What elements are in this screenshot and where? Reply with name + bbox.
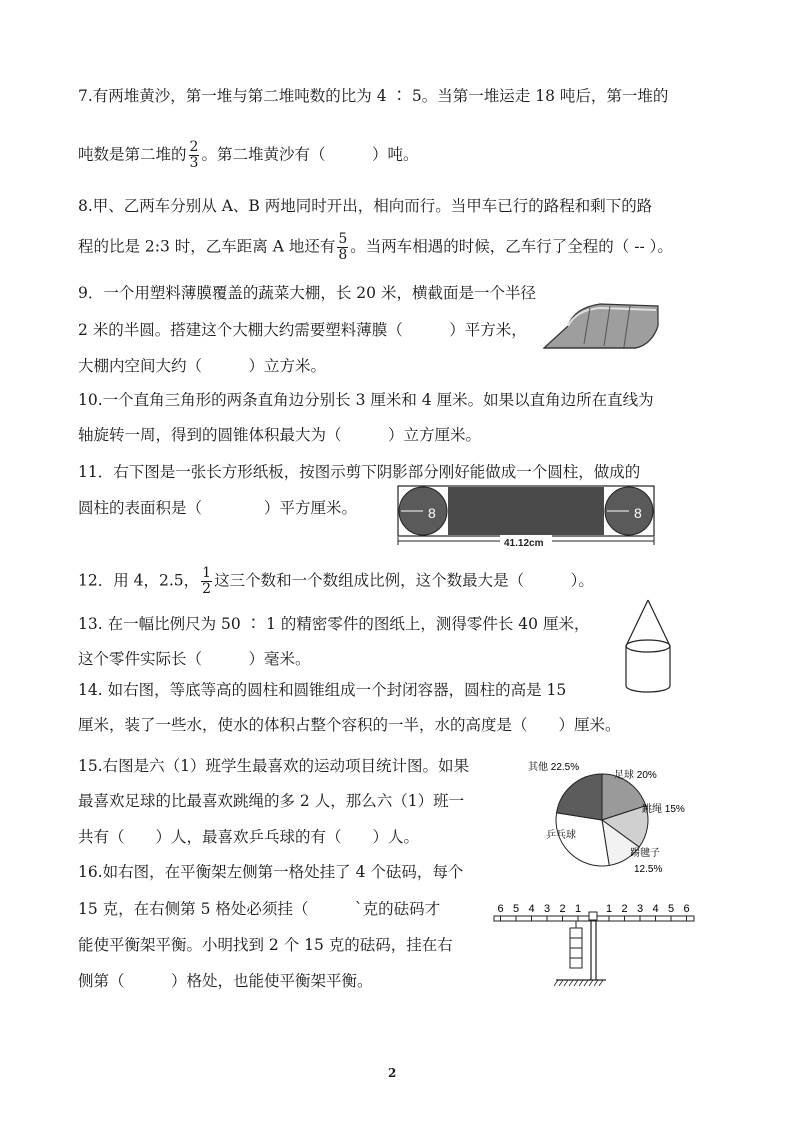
q12-frac-den: 2	[202, 581, 212, 597]
q7-text-b2: 。第二堆黄沙有（ ）吨。	[201, 145, 419, 164]
q7-fraction	[189, 140, 200, 171]
q8-line2	[78, 232, 673, 263]
q12-fraction	[201, 566, 212, 597]
scale-left-num: 2	[559, 903, 566, 915]
q16-line4: 侧第（ ）格处，也能使平衡架平衡。	[78, 972, 373, 990]
ground-hatch	[584, 980, 588, 986]
ground-hatch	[579, 980, 583, 986]
weight-1	[570, 928, 582, 938]
q10-line2: 轴旋转一周，得到的圆锥体积最大为（ ）立方厘米。	[78, 426, 482, 444]
q8-frac-num: 5	[338, 231, 348, 247]
scale-left-num: 6	[497, 903, 504, 915]
width-label: 41.12cm	[504, 538, 544, 549]
ground-hatch	[559, 980, 563, 986]
q16-line1: 16.如右图，在平衡架左侧第一格处挂了 4 个砝码，每个	[78, 863, 464, 881]
scale-right-num: 6	[683, 903, 690, 915]
scale-left-num: 5	[513, 903, 520, 915]
ground-hatch	[599, 980, 603, 986]
scale-right-num: 1	[606, 903, 613, 915]
q9-line3: 大棚内空间大约（ ）立方米。	[78, 357, 327, 375]
scale-left-num: 3	[544, 903, 551, 915]
scale-left-num: 1	[575, 903, 582, 915]
weight-3	[570, 948, 582, 958]
weight-2	[570, 938, 582, 948]
q9-line2: 2 米的半圆。搭建这个大棚大约需要塑料薄膜（ ）平方米，	[78, 321, 527, 339]
q8-fraction	[337, 232, 348, 263]
scale-right-num: 4	[652, 903, 659, 915]
paperboard-figure	[396, 484, 658, 550]
ground-hatch	[554, 980, 558, 986]
q9-line1: 9．一个用塑料薄膜覆盖的蔬菜大棚，长 20 米，横截面是一个半径	[78, 284, 536, 302]
pie-label-shuttlecock-pct: 12.5%	[634, 864, 663, 875]
ground-hatch	[574, 980, 578, 986]
left-circle-label: 8	[428, 505, 436, 521]
q12-text-a: 12．用 4，2.5，	[78, 571, 200, 590]
q15-line2: 最喜欢足球的比最喜欢跳绳的多 2 人，那么六（1）班一	[78, 792, 465, 810]
q11-line1: 11．右下图是一张长方形纸板，按图示剪下阴影部分刚好能做成一个圆柱，做成的	[78, 463, 641, 481]
q16-line3: 能使平衡架平衡。小明找到 2 个 15 克的砝码，挂在右	[78, 936, 453, 954]
q11-line2: 圆柱的表面积是（ ）平方厘米。	[78, 499, 358, 517]
q8-text-b: 。当两车相遇的时候，乙车行了全程的（ -- ）。	[350, 237, 673, 256]
q7-line2	[78, 140, 418, 171]
q14-line1: 14. 如右图，等底等高的圆柱和圆锥组成一个封闭容器，圆柱的高是 15	[78, 681, 567, 699]
greenhouse-figure	[540, 296, 660, 354]
q7-frac-den: 3	[189, 155, 199, 171]
scale-right-num: 2	[621, 903, 628, 915]
q8-frac-den: 8	[338, 247, 348, 263]
q8-line1: 8.甲、乙两车分别从 A、B 两地同时开出，相向而行。当甲车已行的路程和剩下的路	[78, 197, 653, 215]
weight-4	[570, 958, 582, 968]
q14-line2: 厘米，装了一些水，使水的体积占整个容积的一半，水的高度是（ ）厘米。	[78, 716, 621, 734]
q12-text-b: 这三个数和一个数组成比例，这个数最大是（ ）。	[214, 571, 594, 590]
q13-line2: 这个零件实际长（ ）毫米。	[78, 650, 311, 668]
right-circle-label: 8	[634, 505, 642, 521]
q16-line2: 15 克，在右侧第 5 格处必须挂（ `克的砝码才	[78, 900, 441, 918]
pie-label-football: 足球 20%	[614, 770, 657, 781]
pie-slice-4	[557, 774, 602, 820]
pie-label-pingpong: 乒乓球	[546, 830, 576, 841]
q7-text-a: 吨数是第二堆的	[78, 145, 187, 164]
pie-label-shuttlecock: 踢毽子	[630, 848, 660, 859]
q15-line1: 15.右图是六（1）班学生最喜欢的运动项目统计图。如果	[78, 757, 470, 775]
q12-line	[78, 566, 594, 597]
ground-hatch	[594, 980, 598, 986]
ground-hatch	[569, 980, 573, 986]
pie-label-other: 其他 22.5%	[528, 762, 580, 773]
q13-line1: 13. 在一幅比例尺为 50 ∶ 1 的精密零件的图纸上，测得零件长 40 厘米，	[78, 615, 590, 633]
ground-hatch	[589, 980, 593, 986]
sports-pie-chart	[520, 752, 700, 880]
page-number: 2	[388, 1066, 397, 1080]
pie-label-rope: 跳绳 15%	[642, 804, 685, 815]
q7-line1: 7.有两堆黄沙，第一堆与第二堆吨数的比为 4 ∶ 5。当第一堆运走 18 吨后，第一堆的	[78, 87, 669, 105]
ground-hatch	[564, 980, 568, 986]
q7-frac-num: 2	[189, 139, 199, 155]
cone-cylinder-figure	[618, 596, 678, 696]
q15-line3: 共有（ ）人，最喜欢乒乓球的有（ ）人。	[78, 828, 420, 846]
scale-right-num: 5	[668, 903, 675, 915]
scale-right-num: 3	[637, 903, 644, 915]
q10-line1: 10.一个直角三角形的两条直角边分别长 3 厘米和 4 厘米。如果以直角边所在直线为	[78, 391, 654, 409]
q8-text-a: 程的比是 2:3 时，乙车距离 A 地还有	[78, 237, 336, 256]
scale-left-num: 4	[528, 903, 535, 915]
q12-frac-num: 1	[202, 565, 212, 581]
balance-figure	[486, 896, 702, 992]
